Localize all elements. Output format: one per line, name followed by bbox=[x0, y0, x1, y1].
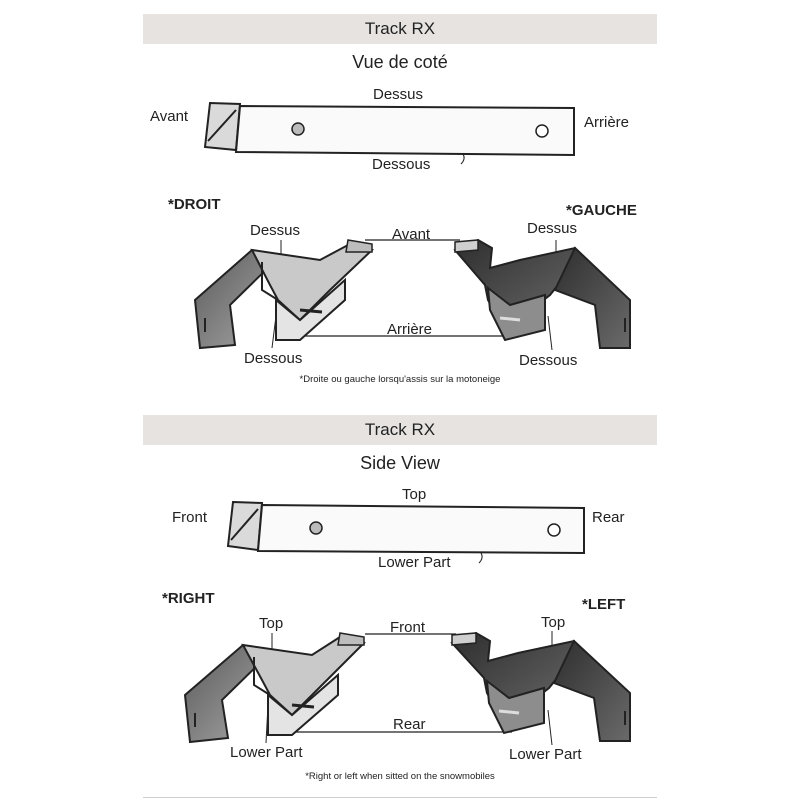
right-angle-piece bbox=[185, 633, 364, 742]
right-side-label: *DROIT bbox=[168, 196, 221, 213]
top-label: Top bbox=[402, 486, 427, 503]
bottom-label: Dessous bbox=[372, 156, 431, 173]
left-bottom-label: Dessous bbox=[519, 352, 578, 369]
section-title: Track RX bbox=[364, 19, 436, 38]
rail-hole-front bbox=[292, 123, 304, 135]
english-diagram bbox=[0, 405, 800, 800]
right-angle-piece bbox=[195, 240, 372, 348]
french-section bbox=[0, 0, 800, 395]
right-top-label: Top bbox=[259, 615, 284, 632]
front-center-label: Avant bbox=[392, 226, 431, 243]
left-top-label: Top bbox=[541, 614, 566, 631]
bottom-divider bbox=[143, 797, 657, 798]
front-center-label: Front bbox=[390, 619, 426, 636]
rear-label: Arrière bbox=[584, 114, 630, 131]
right-side-label: *RIGHT bbox=[162, 590, 215, 607]
left-top-label: Dessus bbox=[527, 220, 578, 237]
side-view-heading: Vue de coté bbox=[352, 52, 448, 72]
side-view-rail bbox=[205, 103, 574, 164]
rear-label: Rear bbox=[592, 509, 625, 526]
rear-center-label: Arrière bbox=[387, 321, 433, 338]
bottom-label: Lower Part bbox=[378, 554, 451, 571]
rail-body bbox=[236, 106, 574, 155]
footnote: *Right or left when sitted on the snowmobiles bbox=[305, 771, 495, 782]
left-bottom-label: Lower Part bbox=[509, 746, 582, 763]
left-side-label: *LEFT bbox=[582, 596, 626, 613]
footnote: *Droite ou gauche lorsqu'assis sur la motoneige bbox=[299, 374, 501, 385]
left-angle-piece bbox=[452, 633, 630, 741]
right-bottom-label: Lower Part bbox=[230, 744, 303, 761]
section-title: Track RX bbox=[364, 420, 436, 439]
top-label: Dessus bbox=[373, 86, 424, 103]
left-side-label: *GAUCHE bbox=[566, 202, 637, 219]
front-label: Front bbox=[172, 509, 208, 526]
right-bottom-label: Dessous bbox=[244, 350, 303, 367]
rail-hole-rear bbox=[536, 125, 548, 137]
left-angle-piece bbox=[455, 240, 630, 348]
rear-center-label: Rear bbox=[393, 716, 426, 733]
front-label: Avant bbox=[150, 108, 189, 125]
right-top-label: Dessus bbox=[250, 222, 301, 239]
side-view-heading: Side View bbox=[360, 453, 440, 473]
english-section bbox=[0, 405, 800, 800]
